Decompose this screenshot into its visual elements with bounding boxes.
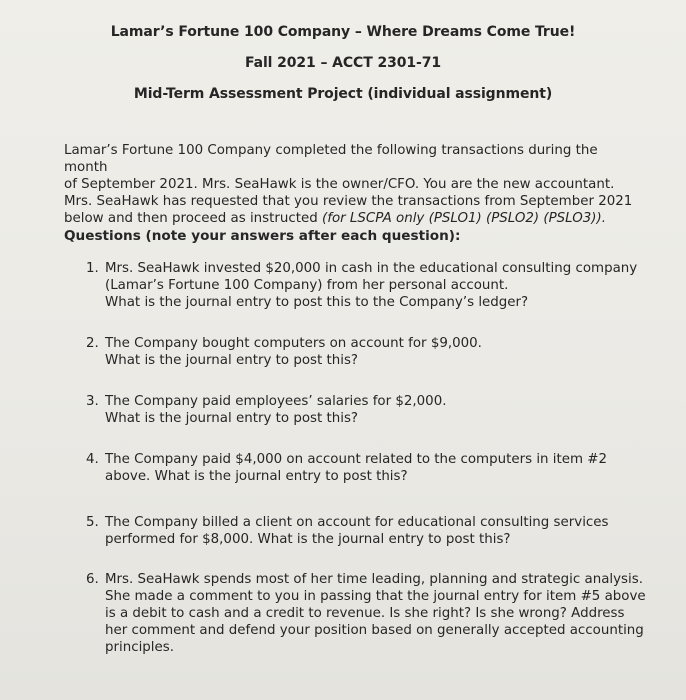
question-line: Mrs. SeaHawk invested $20,000 in cash in the educational consulting company: [105, 261, 638, 276]
question-line: What is the journal entry to post this to the Company’s ledger?: [105, 295, 529, 310]
assignment-line: Mid-Term Assessment Project (individual assignment): [133, 86, 553, 102]
question-number: 2.: [86, 336, 99, 351]
question-number: 6.: [86, 572, 99, 587]
question-number: 3.: [86, 394, 99, 409]
intro-last-line: [64, 210, 644, 227]
question-item: [86, 514, 646, 548]
question-line: above. What is the journal entry to post this?: [105, 469, 408, 484]
intro-line-italic: (for LSCPA only (PSLO1) (PSLO2) (PSLO3)).: [322, 211, 606, 226]
question-number: 5.: [86, 515, 99, 530]
question-item: [86, 393, 646, 427]
course-line: Fall 2021 – ACCT 2301-71: [244, 55, 442, 71]
intro-line: of September 2021. Mrs. SeaHawk is the owner/CFO. You are the new accountant.: [64, 177, 615, 192]
question-item: [86, 451, 646, 485]
question-line: principles.: [105, 640, 174, 655]
question-line: Mrs. SeaHawk spends most of her time leading, planning and strategic analysis.: [105, 572, 643, 587]
question-line: What is the journal entry to post this?: [105, 411, 359, 426]
question-line: The Company paid employees’ salaries for $2,000.: [105, 394, 447, 409]
question-line: What is the journal entry to post this?: [105, 353, 359, 368]
question-line: The Company bought computers on account for $9,000.: [105, 336, 482, 351]
question-line: She made a comment to you in passing that the journal entry for item #5 above: [105, 589, 646, 604]
question-number: 1.: [86, 261, 99, 276]
intro-line: Mrs. SeaHawk has requested that you review the transactions from September 2021: [64, 194, 633, 209]
question-line: The Company billed a client on account for educational consulting services: [105, 515, 609, 530]
intro-line: Lamar’s Fortune 100 Company completed the following transactions during the month: [64, 143, 598, 175]
question-line: (Lamar’s Fortune 100 Company) from her personal account.: [105, 278, 509, 293]
intro-paragraph: [64, 142, 644, 227]
question-number: 4.: [86, 452, 99, 467]
question-line: performed for $8,000. What is the journal entry to post this?: [105, 532, 511, 547]
question-line: The Company paid $4,000 on account related to the computers in item #2: [105, 452, 608, 467]
question-item: [86, 571, 646, 656]
question-item: [86, 335, 646, 369]
document-title: Lamar’s Fortune 100 Company – Where Dreams Come True!: [110, 24, 576, 40]
question-line: is a debit to cash and a credit to revenue. Is she right? Is she wrong? Address: [105, 606, 625, 621]
question-line: her comment and defend your position based on generally accepted accounting: [105, 623, 644, 638]
questions-heading: Questions (note your answers after each question):: [64, 228, 461, 244]
intro-line-prefix: below and then proceed as instructed: [64, 211, 322, 226]
question-item: [86, 260, 646, 311]
